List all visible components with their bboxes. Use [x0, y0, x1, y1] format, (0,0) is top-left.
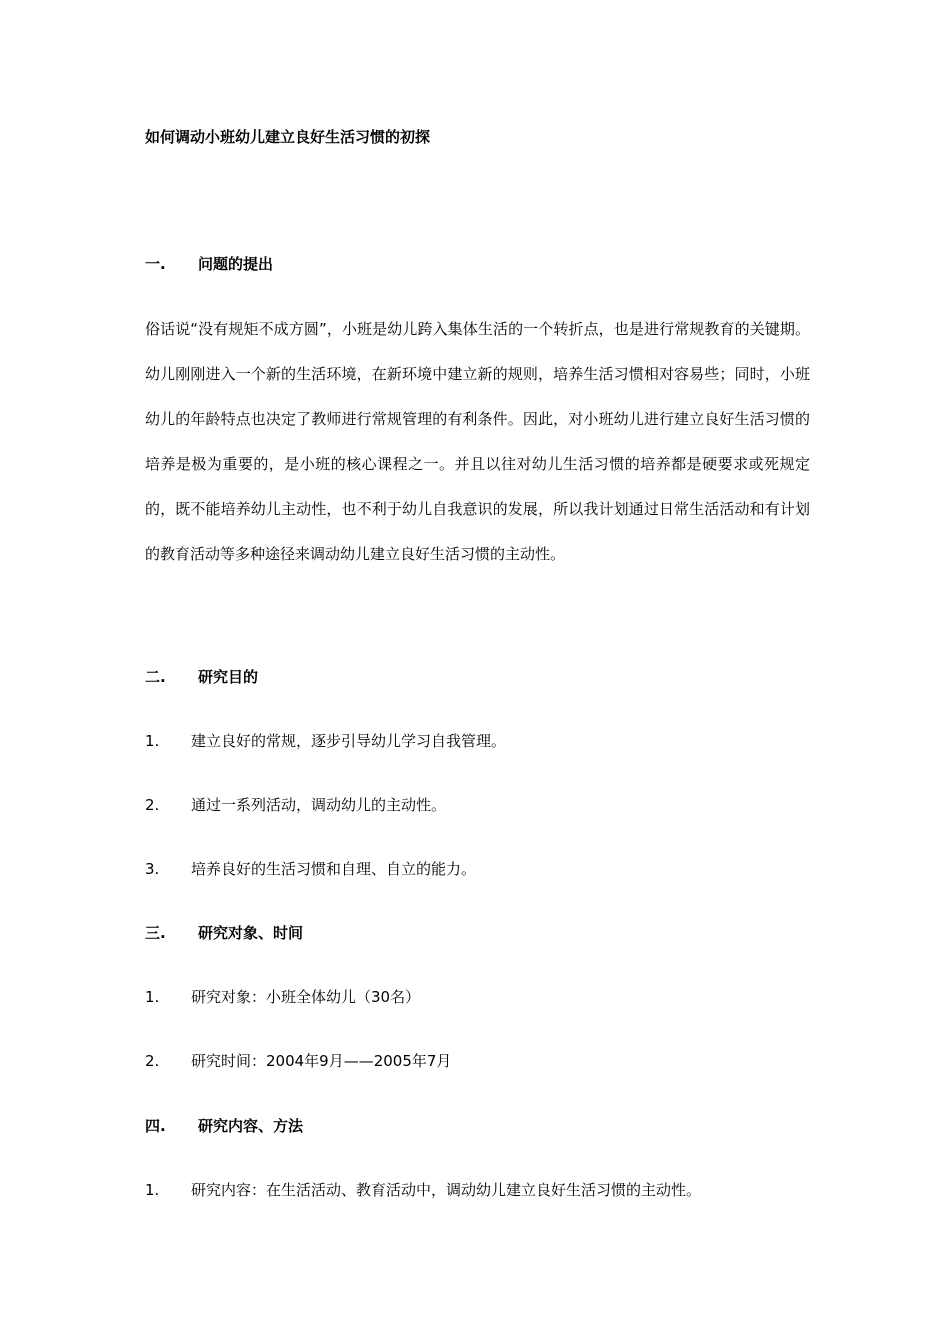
section-paragraph-1: 俗话说“没有规矩不成方圆”，小班是幼儿跨入集体生活的一个转折点，也是进行常规教育的关键期。幼儿刚刚进入一个新的生活环境，在新环境中建立新的规则，培养生活习惯相对容易些；同时，小班幼儿的年龄特点也决定了教师进行常规管理的有利条件。因此，对小班幼儿进行建立良好生活习惯的培养是极为重要的，是小班的核心课程之一。并且以往对幼儿生活习惯的培养都是硬要求或死规定的，既不能培养幼儿主动性，也不利于幼儿自我意识的发展，所以我计划通过日常生活活动和有计划的教育活动等多种途径来调动幼儿建立良好生活习惯的主动性。 — [145, 320, 810, 563]
section-title: 研究内容、方法 — [198, 1117, 304, 1135]
item-number: 1. — [145, 732, 160, 750]
item-text: 通过一系列活动，调动幼儿的主动性。 — [191, 796, 447, 814]
section-number: 四. — [145, 1117, 166, 1135]
list-item — [145, 987, 420, 1007]
document-title: 如何调动小班幼儿建立良好生活习惯的初探 — [145, 128, 431, 146]
item-number: 1. — [145, 1181, 160, 1199]
section-heading-4 — [145, 1116, 303, 1136]
section-title: 研究目的 — [198, 668, 259, 686]
section-number: 一. — [145, 255, 166, 273]
section-number: 三. — [145, 924, 166, 942]
list-item — [145, 1051, 451, 1071]
list-item — [145, 1180, 701, 1200]
section-title: 研究对象、时间 — [198, 924, 304, 942]
item-text: 建立良好的常规，逐步引导幼儿学习自我管理。 — [191, 732, 507, 750]
item-text: 研究内容：在生活活动、教育活动中，调动幼儿建立良好生活习惯的主动性。 — [191, 1181, 702, 1199]
item-number: 2. — [145, 1052, 160, 1070]
list-item — [145, 731, 506, 751]
section-heading-2 — [145, 667, 258, 687]
item-number: 1. — [145, 988, 160, 1006]
item-text: 研究对象：小班全体幼儿（30名） — [191, 988, 421, 1006]
list-item — [145, 795, 446, 815]
item-number: 3. — [145, 860, 160, 878]
section-title: 问题的提出 — [198, 255, 274, 273]
item-number: 2. — [145, 796, 160, 814]
item-text: 研究时间：2004年9月——2005年7月 — [191, 1052, 452, 1070]
section-number: 二. — [145, 668, 166, 686]
list-item — [145, 859, 476, 879]
section-heading-3 — [145, 923, 303, 943]
item-text: 培养良好的生活习惯和自理、自立的能力。 — [191, 860, 477, 878]
section-heading-1 — [145, 254, 273, 274]
